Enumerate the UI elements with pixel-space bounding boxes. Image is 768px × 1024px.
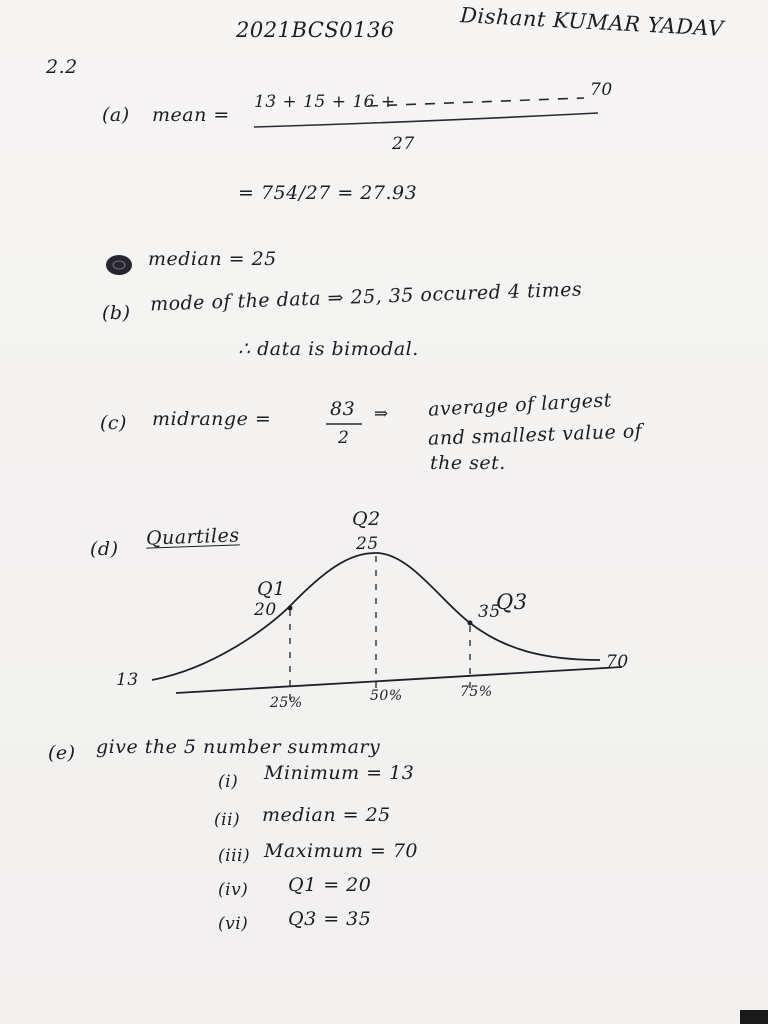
midrange-explanation-1: average of largest [427,389,613,421]
summary-item-3-num: (iii) [218,846,251,866]
p25-label: 25% [270,695,303,711]
roll-number: 2021BCS0136 [236,18,395,42]
mean-fraction-bar [254,113,598,127]
q3-value: 35 [478,602,501,622]
part-c-label: (c) [100,412,127,434]
summary-item-5-num: (vi) [218,914,249,934]
q1-point [288,606,293,611]
part-d-label: (d) [90,538,119,560]
midrange-explanation-2: and smallest value of [427,420,643,450]
q1-label: Q1 [257,578,286,600]
summary-item-2: median = 25 [262,804,391,826]
summary-item-1-num: (i) [218,772,239,792]
summary-item-4-num: (iv) [218,880,249,900]
summary-item-1: Minimum = 13 [264,762,415,784]
scribbled-bullet [106,255,132,275]
part-a-label: (a) [102,104,130,126]
midrange-denominator: 2 [338,428,350,448]
five-number-title: give the 5 number summary [96,736,381,758]
q2-label: Q2 [352,508,381,530]
mode-text: mode of the data ⇒ 25, 35 occured 4 times [149,278,583,316]
mean-tail: 70 [590,80,613,100]
max-value: 70 [606,652,629,672]
bimodal-text: ∴ data is bimodal. [238,338,419,360]
summary-item-4: Q1 = 20 [288,874,372,896]
part-e-label: (e) [48,742,76,764]
mean-result: = 754/27 = 27.93 [238,182,418,204]
summary-item-2-num: (ii) [214,810,241,830]
midrange-lhs: midrange = [152,408,272,430]
question-number: 2.2 [46,56,78,78]
q3-point [468,621,473,626]
part-b-label: (b) [102,302,131,324]
quartiles-title: Quartiles [145,524,240,550]
midrange-explanation-3: the set. [430,452,506,474]
mean-terms: 13 + 15 + 16 + [254,92,396,112]
mean-lhs: mean = [152,104,230,126]
p75-label: 75% [460,684,493,700]
min-value: 13 [116,670,139,690]
mean-denominator: 27 [392,134,415,154]
q2-value: 25 [356,534,379,554]
q3-label: Q3 [496,590,528,614]
median-line: median = 25 [148,248,277,270]
implies-arrow: ⇒ [374,404,389,424]
summary-item-3: Maximum = 70 [264,840,419,862]
p50-label: 50% [370,688,403,704]
page-corner-shadow [740,1010,768,1024]
mean-ellipsis [368,98,584,106]
summary-item-5: Q3 = 35 [288,908,372,930]
midrange-numerator: 83 [330,398,356,420]
q1-value: 20 [254,600,277,620]
student-name: Dishant KUMAR YADAV [459,3,725,41]
